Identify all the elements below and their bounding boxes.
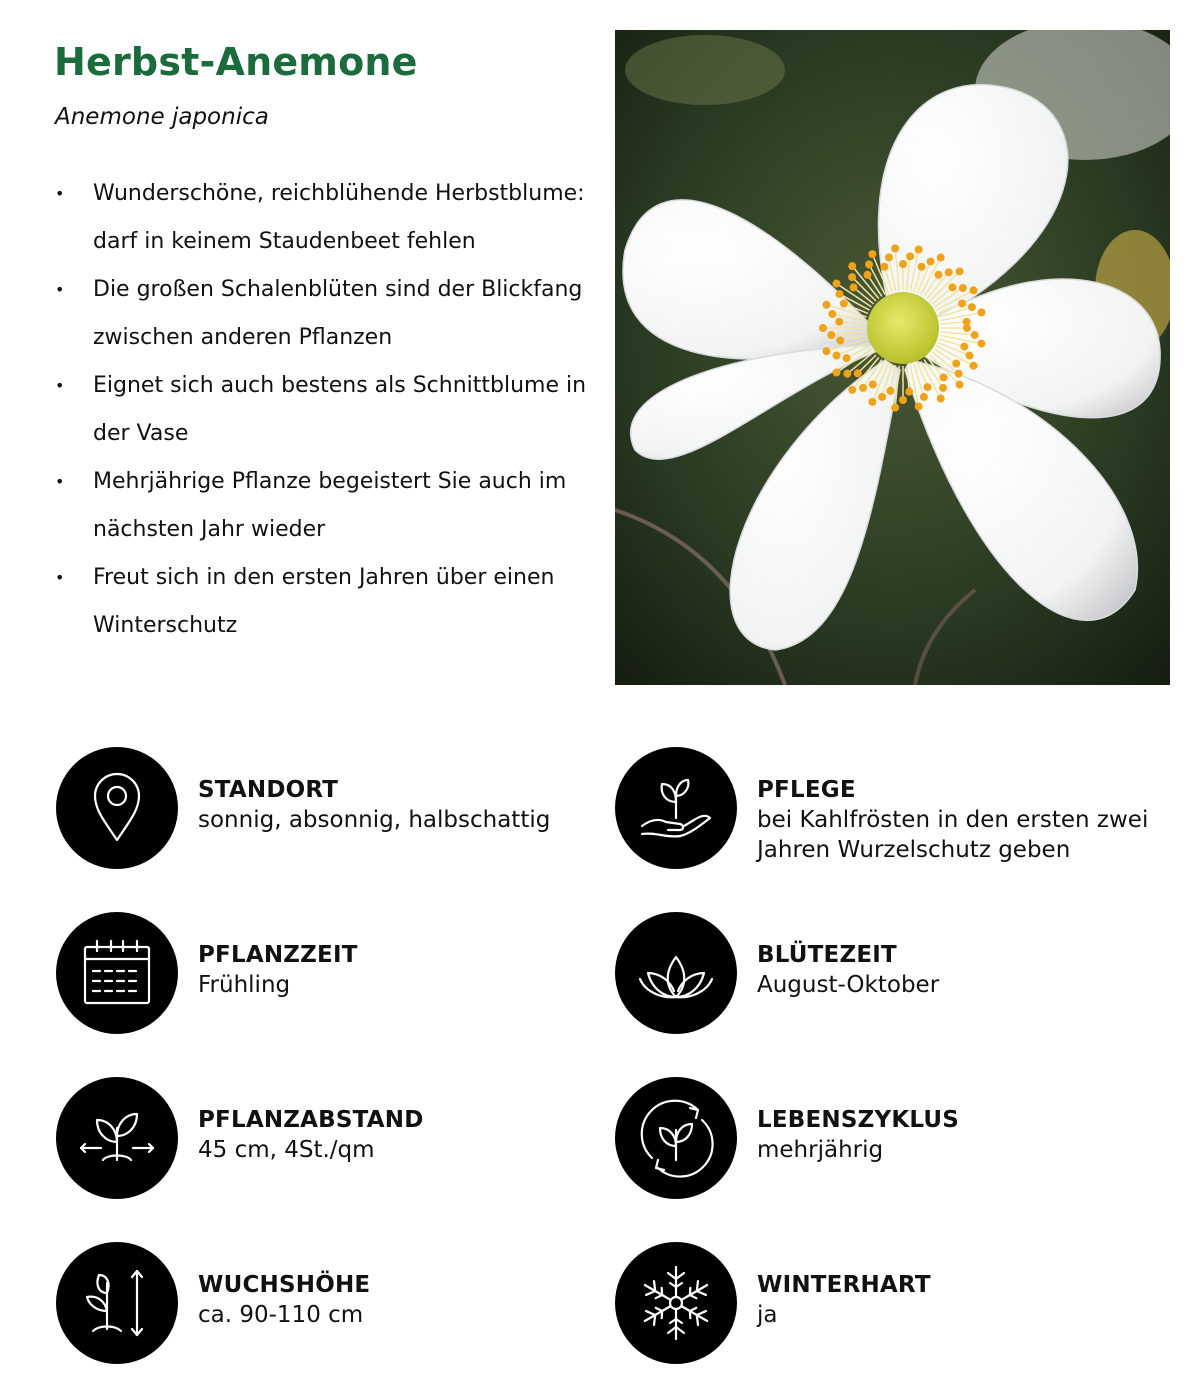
feature-wuchshoehe <box>56 1242 596 1364</box>
botanical-name: Anemone japonica <box>55 104 269 130</box>
anemone-flower-illustration <box>615 30 1170 685</box>
icon-circle <box>615 1077 737 1199</box>
feature-label: WUCHSHÖHE <box>198 1272 371 1298</box>
feature-value: Frühling <box>198 972 291 998</box>
bullet-symbol: • <box>55 184 65 203</box>
lifecycle-plant-icon <box>636 1098 716 1178</box>
plant-spacing-icon <box>77 1098 157 1178</box>
icon-circle <box>56 1242 178 1364</box>
list-item <box>55 554 595 650</box>
feature-label: PFLANZABSTAND <box>198 1107 424 1133</box>
bullet-symbol: • <box>55 472 65 491</box>
feature-lebenszyklus <box>615 1077 1155 1199</box>
feature-label: PFLANZZEIT <box>198 942 358 968</box>
feature-value: August-Oktober <box>757 972 940 998</box>
bullet-symbol: • <box>55 568 65 587</box>
list-item-text: Wunderschöne, reichblühende Herbstblume: darf in keinem Staudenbeet fehlen <box>93 181 585 254</box>
list-item-text: Freut sich in den ersten Jahren über einen Winterschutz <box>93 565 555 638</box>
page-title: Herbst-Anemone <box>54 40 418 84</box>
feature-label: STANDORT <box>198 777 339 803</box>
feature-value: sonnig, absonnig, halbschattig <box>198 807 551 833</box>
feature-bluetezeit <box>615 912 1155 1034</box>
list-item <box>55 170 595 266</box>
feature-pflanzzeit <box>56 912 596 1034</box>
icon-circle <box>615 747 737 869</box>
feature-value: 45 cm, 4St./qm <box>198 1137 375 1163</box>
list-item <box>55 362 595 458</box>
icon-circle <box>615 912 737 1034</box>
icon-circle <box>56 912 178 1034</box>
feature-value: ja <box>757 1302 778 1328</box>
list-item <box>55 458 595 554</box>
list-item <box>55 266 595 362</box>
list-item-text: Eignet sich auch bestens als Schnittblume in der Vase <box>93 373 587 446</box>
feature-standort <box>56 747 596 869</box>
icon-circle <box>56 1077 178 1199</box>
plant-height-icon <box>77 1263 157 1343</box>
bullet-symbol: • <box>55 376 65 395</box>
feature-value: mehrjährig <box>757 1137 884 1163</box>
feature-label: PFLEGE <box>757 777 856 803</box>
feature-label: WINTERHART <box>757 1272 931 1298</box>
lotus-flower-icon <box>636 933 716 1013</box>
location-pin-icon <box>77 768 157 848</box>
calendar-icon <box>77 933 157 1013</box>
feature-list <box>55 170 595 650</box>
feature-value: ca. 90-110 cm <box>198 1302 364 1328</box>
feature-value: bei Kahlfrösten in den ersten zwei Jahren Wurzelschutz geben <box>757 807 1149 863</box>
list-item-text: Die großen Schalenblüten sind der Blickfang zwischen anderen Pflanzen <box>93 277 583 350</box>
hand-seedling-icon <box>636 768 716 848</box>
flower-photo <box>615 30 1170 685</box>
feature-pflege <box>615 747 1155 869</box>
snowflake-icon <box>636 1263 716 1343</box>
bullet-symbol: • <box>55 280 65 299</box>
feature-winterhart <box>615 1242 1155 1364</box>
feature-label: BLÜTEZEIT <box>757 942 897 968</box>
icon-circle <box>56 747 178 869</box>
list-item-text: Mehrjährige Pflanze begeistert Sie auch im nächsten Jahr wieder <box>93 469 567 542</box>
feature-label: LEBENSZYKLUS <box>757 1107 960 1133</box>
feature-pflanzabstand <box>56 1077 596 1199</box>
icon-circle <box>615 1242 737 1364</box>
